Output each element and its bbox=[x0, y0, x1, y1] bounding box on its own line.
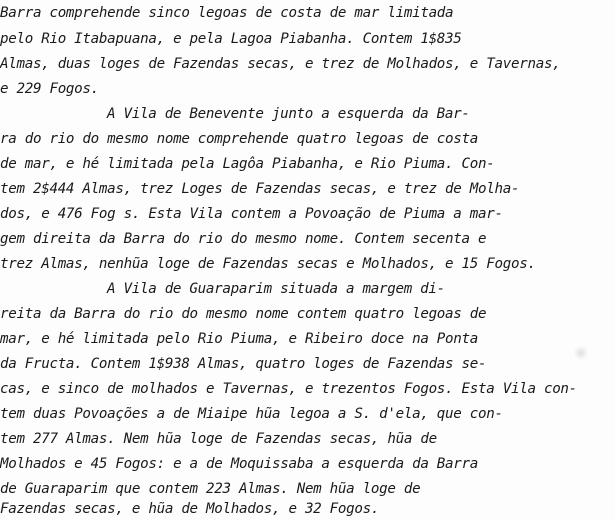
text-line: tem duas Povoações a de Miaipe hũa legoa a S. d'ela, que con- bbox=[0, 406, 503, 422]
text-line: mar, e hé limitada pelo Rio Piuma, e Ribeiro doce na Ponta bbox=[0, 331, 479, 347]
text-line: de Guaraparim que contem 223 Almas. Nem hũa loge de bbox=[0, 481, 421, 497]
paper-smudge bbox=[574, 345, 588, 361]
text-line: A Vila de Guaraparim situada a margem di- bbox=[107, 281, 445, 297]
text-line: de mar, e hé limitada pela Lagôa Piabanha, e Rio Piuma. Con- bbox=[0, 156, 495, 172]
text-line: pelo Rio Itabapuana, e pela Lagoa Piabanha. Contem 1$835 bbox=[0, 31, 462, 47]
text-line: dos, e 476 Fog s. Esta Vila contem a Povoação de Piuma a mar- bbox=[0, 206, 503, 222]
text-line: da Fructa. Contem 1$938 Almas, quatro loges de Fazendas se- bbox=[0, 356, 487, 372]
text-line: gem direita da Barra do rio do mesmo nome. Contem secenta e bbox=[0, 231, 487, 247]
text-line: cas, e sinco de molhados e Tavernas, e trezentos Fogos. Esta Vila con- bbox=[0, 381, 577, 397]
text-line: trez Almas, nenhũa loge de Fazendas secas e Molhados, e 15 Fogos. bbox=[0, 256, 536, 272]
text-line: reita da Barra do rio do mesmo nome contem quatro legoas de bbox=[0, 306, 487, 322]
text-line: ra do rio do mesmo nome comprehende quatro legoas de costa bbox=[0, 131, 479, 147]
text-line: tem 2$444 Almas, trez Loges de Fazendas secas, e trez de Molha- bbox=[0, 181, 520, 197]
text-line: tem 277 Almas. Nem hũa loge de Fazendas secas, hũa de bbox=[0, 431, 437, 447]
text-line: A Vila de Benevente junto a esquerda da Bar- bbox=[107, 106, 470, 122]
text-line: Molhados e 45 Fogos: e a de Moquissaba a esquerda da Barra bbox=[0, 456, 479, 472]
text-line: e 229 Fogos. bbox=[0, 81, 99, 97]
text-line: Almas, duas loges de Fazendas secas, e trez de Molhados, e Tavernas, bbox=[0, 56, 561, 72]
text-line: Barra comprehende sinco legoas de costa de mar limitada bbox=[0, 5, 454, 21]
text-line: Fazendas secas, e hũa de Molhados, e 32 Fogos. bbox=[0, 501, 380, 517]
